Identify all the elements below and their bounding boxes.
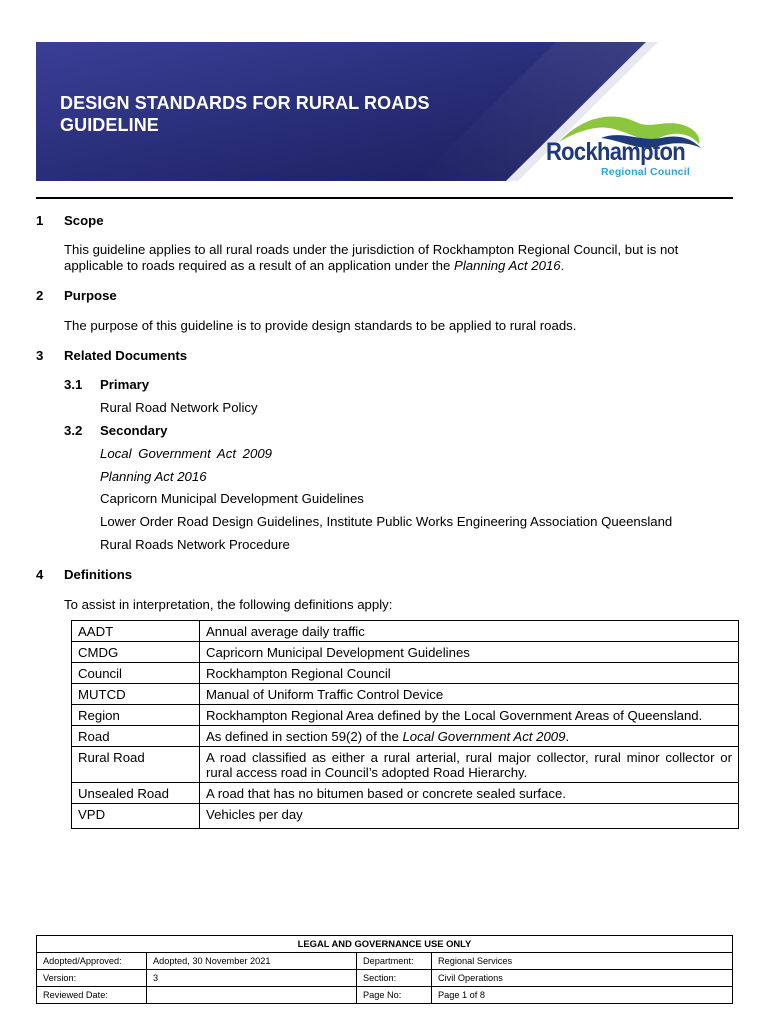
governance-table [36,935,733,1004]
logo-subtitle: Regional Council [601,166,690,178]
definition-text: Vehicles per day [200,804,739,829]
reviewed-label: Reviewed Date: [37,987,147,1004]
subsection-number: 3.2 [64,423,83,438]
definition-text: A road classified as either a rural arterial, rural major collector, rural minor collector or rural access road in Council’s adopted Road Hierarchy. [200,747,739,783]
reviewed-value [147,987,357,1004]
table-row [72,705,739,726]
title-line-2: GUIDELINE [60,115,159,135]
definition-term: CMDG [72,642,200,663]
department-label: Department: [357,953,432,970]
header-rule [36,197,733,199]
page-label: Page No: [357,987,432,1004]
definition-term: Rural Road [72,747,200,783]
related-document: Lower Order Road Design Guidelines, Institute Public Works Engineering Association Queensland [100,514,673,529]
table-row [72,747,739,783]
council-logo [541,108,716,180]
page-value: Page 1 of 8 [432,987,733,1004]
definition-text-end: . [565,729,570,744]
definition-term: Road [72,726,200,747]
table-row [72,621,739,642]
definition-text: Annual average daily traffic [200,621,739,642]
purpose-paragraph: The purpose of this guideline is to provide design standards to be applied to rural roads. [64,318,577,333]
table-row [37,987,733,1004]
definition-term: Council [72,663,200,684]
definition-text: Rockhampton Regional Area defined by the Local Government Areas of Queensland. [200,705,739,726]
adopted-value: Adopted, 30 November 2021 [147,953,357,970]
subsection-number: 3.1 [64,377,83,392]
definitions-table [71,620,739,829]
department-value: Regional Services [432,953,733,970]
section-title: Purpose [64,288,117,303]
title-line-1: DESIGN STANDARDS FOR RURAL ROADS [60,93,430,113]
subsection-title: Secondary [100,423,168,438]
table-row [37,953,733,970]
definition-act-reference: Local Government Act 2009 [402,729,566,744]
definition-text: Manual of Uniform Traffic Control Device [200,684,739,705]
section-title: Related Documents [64,348,188,363]
version-value: 3 [147,970,357,987]
related-document: Local Government Act 2009 [100,446,272,461]
section-label: Section: [357,970,432,987]
scope-text-end: . [560,258,565,273]
version-label: Version: [37,970,147,987]
table-row [72,726,739,747]
definition-term: VPD [72,804,200,829]
scope-act-reference: Planning Act 2016 [454,258,561,273]
adopted-label: Adopted/Approved: [37,953,147,970]
definitions-intro: To assist in interpretation, the following definitions apply: [64,597,393,612]
logo-name: Rockhampton [546,138,685,166]
definition-term: Region [72,705,200,726]
table-row [37,970,733,987]
related-document: Capricorn Municipal Development Guidelines [100,491,364,506]
related-document: Rural Road Network Policy [100,400,258,415]
table-row [72,684,739,705]
section-number: 2 [36,288,44,303]
document-title [60,92,520,136]
definition-text: A road that has no bitumen based or concrete sealed surface. [200,783,739,804]
definition-text [200,726,739,747]
section-title: Scope [64,213,104,228]
subsection-title: Primary [100,377,150,392]
definition-text: Rockhampton Regional Council [200,663,739,684]
table-row [72,783,739,804]
related-document: Planning Act 2016 [100,469,207,484]
section-title: Definitions [64,567,133,582]
related-document: Rural Roads Network Procedure [100,537,290,552]
definition-text: Capricorn Municipal Development Guidelines [200,642,739,663]
definition-term: MUTCD [72,684,200,705]
governance-heading-row [37,936,733,953]
section-number: 3 [36,348,44,363]
header-banner [36,42,733,181]
definition-text-start: As defined in section 59(2) of the [206,729,403,744]
scope-text: This guideline applies to all rural roads under the jurisdiction of Rockhampton Regional Council, but is not applicable to roads required as a result of an application under the [64,242,679,273]
governance-heading: LEGAL AND GOVERNANCE USE ONLY [37,936,733,953]
scope-paragraph [64,242,734,274]
definition-term: Unsealed Road [72,783,200,804]
section-value: Civil Operations [432,970,733,987]
table-row [72,663,739,684]
table-row [72,642,739,663]
section-number: 1 [36,213,44,228]
section-number: 4 [36,567,44,582]
table-row [72,804,739,829]
definition-term: AADT [72,621,200,642]
